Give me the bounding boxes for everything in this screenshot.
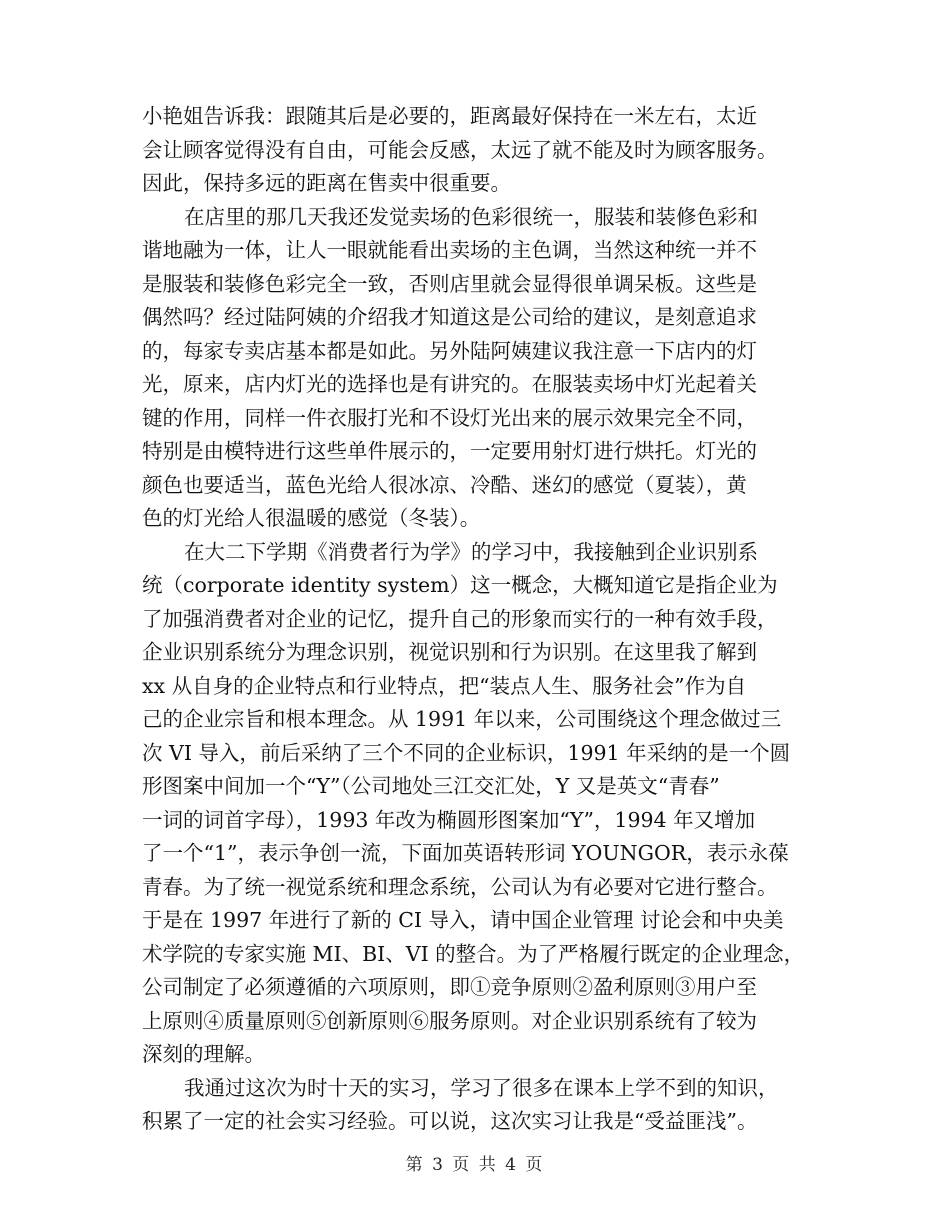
text-line: 术学院的专家实施 MI、BI、VI 的整合。为了严格履行既定的企业理念，	[142, 941, 805, 966]
text-line: 上原则④质量原则⑤创新原则⑥服务原则。对企业识别系统有了较为	[142, 1008, 757, 1033]
text-line: 公司制定了必须遵循的六项原则，即①竞争原则②盈利原则③用户至	[142, 975, 757, 999]
text-line: 特别是由模特进行这些单件展示的，一定要用射灯进行烘托。灯光的	[142, 439, 757, 463]
text-line: 颜色也要适当，蓝色光给人很冰凉、冷酷、迷幻的感觉（夏装），黄	[142, 472, 747, 497]
text-line: 于是在 1997 年进行了新的 CI 导入，请中国企业管理 讨论会和中央美	[142, 908, 784, 932]
text-line: 我通过这次为时十天的实习，学习了很多在课本上学不到的知识，	[184, 1075, 779, 1100]
text-line: 会让顾客觉得没有自由，可能会反感，太远了就不能及时为顾客服务。	[142, 137, 778, 162]
text-line: xx 从自身的企业特点和行业特点，把“装点人生、服务社会”作为自	[142, 673, 747, 698]
text-line: 深刻的理解。	[142, 1042, 265, 1066]
text-line: 在店里的那几天我还发觉卖场的色彩很统一，服装和装修色彩和	[184, 204, 758, 229]
text-line: 的，每家专卖店基本都是如此。另外陆阿姨建议我注意一下店内的灯	[142, 338, 757, 363]
text-line: 光，原来，店内灯光的选择也是有讲究的。在服装卖场中灯光起着关	[142, 372, 757, 396]
text-line: 积累了一定的社会实习经验。可以说，这次实习让我是“受益匪浅”。	[142, 1109, 758, 1133]
text-line: 偶然吗？经过陆阿姨的介绍我才知道这是公司给的建议，是刻意追求	[142, 305, 757, 329]
text-line: 企业识别系统分为理念识别，视觉识别和行为识别。在这里我了解到	[142, 640, 757, 664]
text-line: 了加强消费者对企业的记忆，提升自己的形象而实行的一种有效手段，	[142, 606, 778, 631]
text-line: 谐地融为一体，让人一眼就能看出卖场的主色调，当然这种统一并不	[142, 238, 757, 262]
text-line: 在大二下学期《消费者行为学》的学习中，我接触到企业识别系	[184, 539, 758, 564]
text-line: 键的作用，同样一件衣服打光和不设灯光出来的展示效果完全不同，	[142, 405, 757, 430]
text-line: 次 VI 导入，前后采纳了三个不同的企业标识，1991 年采纳的是一个圆	[142, 740, 791, 765]
document-body	[142, 100, 812, 1139]
text-line: 一词的词首字母），1993 年改为椭圆形图案加“Y”，1994 年又增加	[142, 807, 756, 832]
text-line: 了一个“1”，表示争创一流，下面加英语转形词 YOUNGOR，表示永葆	[142, 841, 789, 865]
text-line: 青春。为了统一视觉系统和理念系统，公司认为有必要对它进行整合。	[142, 874, 778, 899]
text-line: 是服装和装修色彩完全一致，否则店里就会显得很单调呆板。这些是	[142, 271, 757, 296]
text-line: 色的灯光给人很温暖的感觉（冬装）。	[142, 506, 481, 530]
text-line: 小艳姐告诉我：跟随其后是必要的，距离最好保持在一米左右，太近	[142, 104, 757, 128]
text-line: 因此，保持多远的距离在售卖中很重要。	[142, 171, 511, 195]
text-line: 己的企业宗旨和根本理念。从 1991 年以来，公司围绕这个理念做过三	[142, 707, 782, 731]
text-line: 形图案中间加一个“Y”（公司地处三江交汇处，Y 又是英文“青春”	[142, 774, 720, 798]
text-line: 统（corporate identity system）这一概念，大概知道它是指企业为	[142, 573, 778, 597]
page-number: 第 3 页 共 4 页	[405, 1155, 545, 1175]
